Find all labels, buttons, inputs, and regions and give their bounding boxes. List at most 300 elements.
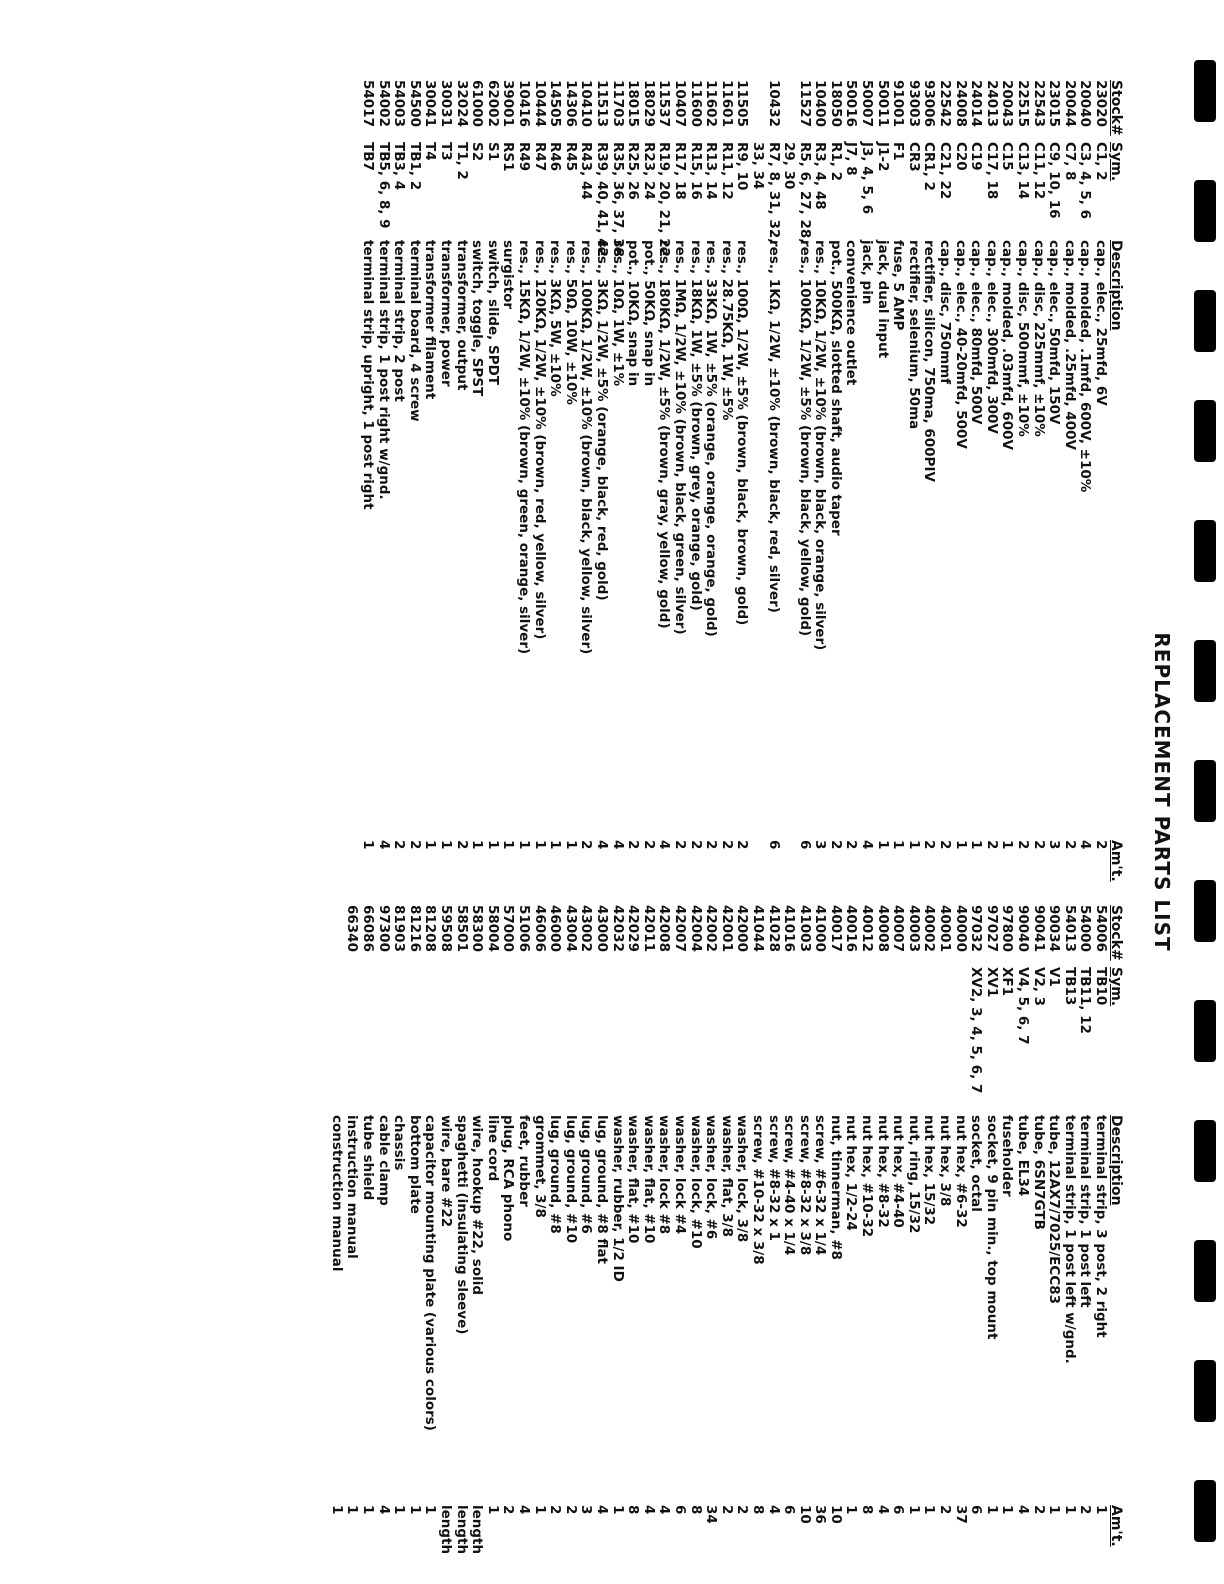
table-row (469, 80, 485, 900)
stock-cell: 42007 (671, 905, 688, 952)
stock-cell: 42000 (734, 905, 751, 952)
amount-cell: 34 (703, 1505, 720, 1524)
description-cell: rectifier, silicon, 750ma, 600PIV (921, 240, 938, 482)
amount-cell: 1 (531, 1505, 548, 1515)
left-parts-table (360, 80, 1125, 900)
sym-cell: R17, 18 (671, 142, 688, 200)
amount-cell: 1 (905, 840, 922, 850)
amount-cell: 4 (516, 1505, 533, 1515)
description-cell: nut, ring, 15/32 (905, 1115, 922, 1234)
sym-cell: S2 (469, 142, 486, 162)
stock-cell: 40016 (843, 905, 860, 952)
sym-cell: R9, 10 (734, 142, 751, 191)
table-row (484, 905, 500, 1555)
header-sym: Sym. (1108, 967, 1124, 1007)
amount-cell: 1 (484, 1505, 501, 1515)
stock-cell: 23020 (1093, 80, 1109, 127)
amount-cell: 10 (796, 1505, 813, 1524)
amount-cell: 2 (625, 840, 642, 850)
table-row (952, 905, 968, 1555)
stock-cell: 40007 (890, 905, 907, 952)
table-row (625, 80, 641, 900)
amount-cell: 1 (1046, 1505, 1063, 1515)
description-cell: fuseholder (999, 1115, 1016, 1197)
stock-cell: 97800 (999, 905, 1016, 952)
description-cell: bottom plate (406, 1115, 423, 1214)
amount-cell: 3 (1046, 840, 1063, 850)
amount-cell: 2 (391, 840, 408, 850)
stock-cell: 14306 (562, 80, 579, 127)
amount-cell: 2 (718, 840, 735, 850)
stock-cell: 40000 (952, 905, 969, 952)
description-cell: res., 18KΩ, 1W, ±5% (brown, grey, orange, gold) (687, 240, 704, 611)
table-row (952, 80, 968, 900)
description-cell: capacitor mounting plate (various colors) (422, 1115, 439, 1431)
amount-cell: 8 (687, 1505, 704, 1515)
table-row (921, 905, 937, 1555)
stock-cell: 14505 (547, 80, 564, 127)
binder-mark (1194, 520, 1216, 582)
sym-cell: R3, 4, 48 (812, 142, 829, 210)
amount-cell: 2 (547, 1505, 564, 1515)
stock-cell: 81216 (406, 905, 423, 952)
header-sym: Sym. (1108, 142, 1124, 182)
table-header-row (1108, 905, 1124, 1555)
amount-cell: 2 (937, 1505, 954, 1515)
stock-cell: 90041 (1030, 905, 1047, 952)
table-row (422, 80, 438, 900)
description-cell: nut, tinnerman, #8 (827, 1115, 844, 1260)
description-cell: nut hex, 3/8 (937, 1115, 954, 1207)
amount-cell: 4 (1015, 1505, 1032, 1515)
stock-cell: 22542 (937, 80, 954, 127)
amount-cell: 1 (422, 1505, 439, 1515)
table-row (983, 80, 999, 900)
description-cell: construction manual (328, 1115, 345, 1272)
stock-cell: 43004 (562, 905, 579, 952)
sym-cell: R39, 40, 41, 42 (594, 142, 610, 258)
binder-mark (1194, 400, 1216, 462)
header-description: Description (1108, 240, 1124, 331)
amount-cell: 4 (594, 840, 610, 850)
amount-cell: 10 (827, 1505, 844, 1524)
stock-cell: 42032 (609, 905, 626, 952)
sym-cell: R7, 8, 31, 32, (765, 142, 782, 244)
stock-cell: 11703 (609, 80, 626, 127)
description-cell: cap., disc, 750mmf (937, 240, 954, 385)
description-cell: washer, flat, #10 (625, 1115, 642, 1244)
stock-cell: 24008 (952, 80, 969, 127)
sym-cell: T3 (438, 142, 455, 161)
stock-cell: 50016 (843, 80, 860, 127)
sym-cell: TB3, 4 (391, 142, 408, 191)
amount-cell: 37 (952, 1505, 969, 1524)
table-row (874, 905, 890, 1555)
description-cell: spaghetti (insulating sleeve) (453, 1115, 470, 1335)
sym-cell: R49 (516, 142, 533, 172)
description-cell: res., 120KΩ, 1/2W, ±10% (brown, red, yellow, silver) (531, 240, 548, 640)
amount-cell: 1 (1093, 1505, 1109, 1515)
description-cell: screw, #8-32 x 3/8 (796, 1115, 813, 1256)
amount-cell: 6 (796, 840, 813, 850)
table-row (703, 80, 719, 900)
amount-cell: length (438, 1505, 455, 1555)
description-cell: nut hex, #6-32 (952, 1115, 969, 1228)
description-cell: lug, ground, #8 (547, 1115, 564, 1234)
sym-cell: R1, 2 (827, 142, 844, 182)
amount-cell: 1 (1061, 1505, 1078, 1515)
amount-cell: 1 (874, 840, 891, 850)
sym-cell: TB11, 12 (1077, 967, 1094, 1034)
sym-cell: V1 (1046, 967, 1063, 987)
description-cell: cap., elec., 50mfd, 150V (1046, 240, 1063, 425)
sym-cell: R15, 16 (687, 142, 704, 200)
description-cell: res., 3KΩ, 5W, ±10% (547, 240, 564, 397)
stock-cell: 50007 (859, 80, 876, 127)
stock-cell: 46006 (531, 905, 548, 952)
amount-cell: 6 (671, 1505, 688, 1515)
stock-cell: 41016 (781, 905, 798, 952)
description-cell: transformer filament (422, 240, 439, 400)
binder-mark (1194, 1240, 1216, 1302)
amount-cell: 1 (562, 840, 579, 850)
sym-cell: C11, 12 (1030, 142, 1047, 200)
description-cell: res., 50Ω, 10W, ±10% (562, 240, 579, 405)
sym-cell: CR3 (905, 142, 922, 172)
stock-cell: 54002 (375, 80, 392, 127)
table-row (500, 905, 516, 1555)
description-cell: washer, lock #4 (671, 1115, 688, 1235)
binder-mark (1194, 180, 1216, 242)
stock-cell: 58501 (453, 905, 470, 952)
description-cell: res., 10Ω, 1W, ±1% (609, 240, 626, 387)
stock-cell: 18029 (640, 80, 657, 127)
amount-cell: 2 (718, 1505, 735, 1515)
description-cell: cap., elec., 80mfd, 500V (968, 240, 985, 425)
amount-cell: 1 (905, 1505, 922, 1515)
description-cell: res., 100Ω, 1/2W, ±5% (brown, black, brown, gold) (734, 240, 751, 626)
description-cell: pot., 10KΩ, snap in (625, 240, 642, 387)
table-row (1014, 905, 1030, 1555)
amount-cell: 3 (578, 1505, 595, 1515)
description-cell: washer, lock, #6 (703, 1115, 720, 1240)
stock-cell: 42002 (703, 905, 720, 952)
table-row (812, 80, 828, 900)
description-cell: socket, octal (968, 1115, 985, 1212)
sym-cell: TB5, 6, 8, 9 (375, 142, 392, 229)
table-row (703, 905, 719, 1555)
stock-cell: 91001 (890, 80, 907, 127)
amount-cell: 4 (640, 1505, 657, 1515)
table-row (671, 905, 687, 1555)
description-cell: tube shield (360, 1115, 377, 1201)
table-row (437, 905, 453, 1555)
amount-cell: 2 (1030, 1505, 1047, 1515)
stock-cell: 40003 (905, 905, 922, 952)
table-row (515, 905, 531, 1555)
sym-cell: TB7 (360, 142, 377, 171)
sym-cell: XV1 (983, 967, 1000, 998)
sym-cell: R13, 14 (703, 142, 720, 200)
amount-cell: length (453, 1505, 470, 1555)
description-cell: terminal strip, 1 post left (1077, 1115, 1094, 1308)
description-cell: cap., molded, .1mfd, 600V, ±10% (1077, 240, 1094, 493)
stock-cell: 62002 (484, 80, 501, 127)
sym-cell: RS1 (500, 142, 517, 172)
sym-cell: XF1 (999, 967, 1016, 997)
amount-cell: 2 (562, 1505, 579, 1515)
description-cell: jack, dual input (874, 240, 891, 359)
amount-cell: 6 (890, 1505, 907, 1515)
amount-cell: 1 (921, 1505, 938, 1515)
amount-cell: 1 (344, 1505, 361, 1515)
amount-cell: 1 (952, 840, 969, 850)
table-row (547, 80, 563, 900)
table-row (781, 80, 797, 900)
sym-cell: J1-2 (874, 142, 891, 172)
sym-cell: CR1, 2 (921, 142, 938, 191)
table-row (718, 905, 734, 1555)
header-description: Description (1108, 1115, 1124, 1206)
amount-cell: 6 (781, 1505, 798, 1515)
table-row (360, 80, 376, 900)
description-cell: res., 15KΩ, 1/2W, ±10% (brown, green, orange, silver) (516, 240, 533, 655)
sym-cell: V2, 3 (1030, 967, 1047, 1007)
table-row (406, 80, 422, 900)
sym-cell: R43, 44 (578, 142, 595, 200)
sym-cell: R45 (562, 142, 579, 172)
table-row (406, 905, 422, 1555)
sym-cell: C3, 4, 5, 6 (1077, 142, 1094, 219)
amount-cell: 36 (812, 1505, 829, 1524)
sym-cell: C7, 8 (1061, 142, 1078, 181)
description-cell: plug, RCA phono (500, 1115, 517, 1242)
amount-cell: 4 (594, 1505, 610, 1515)
table-row (968, 80, 984, 900)
description-cell: tube, 6SN7GTB (1030, 1115, 1047, 1230)
description-cell: cable clamp (375, 1115, 392, 1206)
table-row (656, 80, 672, 900)
stock-cell: 11527 (796, 80, 813, 127)
stock-cell: 32024 (453, 80, 470, 127)
stock-cell: 30041 (422, 80, 439, 127)
table-row (874, 80, 890, 900)
binder-mark (1194, 760, 1216, 822)
binder-mark (1194, 1360, 1216, 1422)
table-row (1014, 80, 1030, 900)
amount-cell: 2 (640, 840, 657, 850)
amount-cell: 2 (1061, 840, 1078, 850)
stock-cell: 97032 (968, 905, 985, 952)
description-cell: screw, #6-32 x 1/4 (812, 1115, 829, 1256)
description-cell: res., 10KΩ, 1/2W, ±10% (brown, black, orange, silver) (812, 240, 829, 651)
table-row (796, 80, 812, 900)
stock-cell: 30031 (438, 80, 455, 127)
description-cell: chassis (391, 1115, 408, 1171)
description-cell: switch, slide, SPDT (484, 240, 501, 385)
description-cell: socket, 9 pin min., top mount (983, 1115, 1000, 1340)
table-row (1077, 905, 1093, 1555)
sym-cell: C21, 22 (937, 142, 954, 200)
table-row (578, 905, 594, 1555)
stock-cell: 10410 (578, 80, 595, 127)
table-row (391, 80, 407, 900)
table-row (1061, 80, 1077, 900)
sym-cell: T4 (422, 142, 439, 161)
amount-cell: length (469, 1505, 486, 1555)
amount-cell: 2 (734, 1505, 751, 1515)
description-cell: jack, pin (859, 240, 876, 305)
table-row (781, 905, 797, 1555)
amount-cell: 2 (1093, 840, 1109, 850)
table-row (812, 905, 828, 1555)
table-row (437, 80, 453, 900)
description-cell: res., 1MΩ, 1/2W, ±10% (brown, black, green, silver) (671, 240, 688, 635)
table-row (734, 905, 750, 1555)
stock-cell: 42011 (640, 905, 657, 952)
amount-cell: 4 (874, 1505, 891, 1515)
amount-cell: 4 (859, 840, 876, 850)
table-row (562, 905, 578, 1555)
description-cell: screw, #10-32 x 3/8 (749, 1115, 766, 1265)
binder-mark (1194, 880, 1216, 942)
stock-cell: 57000 (500, 905, 517, 952)
table-row (344, 905, 360, 1555)
header-stock: Stock# (1108, 80, 1124, 136)
table-row (734, 80, 750, 900)
right-rows (328, 905, 1108, 1555)
table-row (859, 80, 875, 900)
stock-cell: 22515 (1015, 80, 1032, 127)
description-cell: grommet, 3/8 (531, 1115, 548, 1218)
amount-cell: 2 (1015, 840, 1032, 850)
table-row (1030, 80, 1046, 900)
amount-cell: 1 (500, 840, 517, 850)
binder-mark (1194, 640, 1216, 702)
table-row (936, 905, 952, 1555)
amount-cell: 1 (609, 1505, 626, 1515)
description-cell: screw, #4-40 x 1/4 (781, 1115, 798, 1256)
description-cell: surgistor (500, 240, 517, 310)
stock-cell: 54003 (391, 80, 408, 127)
sym-cell: C13, 14 (1015, 142, 1032, 200)
stock-cell: 18015 (625, 80, 642, 127)
description-cell: washer, lock, 3/8 (734, 1115, 751, 1243)
amount-cell: 6 (765, 840, 782, 850)
table-row (1061, 905, 1077, 1555)
stock-cell: 11505 (734, 80, 751, 127)
sym-cell: TB1, 2 (406, 142, 423, 191)
amount-cell: 1 (484, 840, 501, 850)
amount-cell: 2 (827, 840, 844, 850)
stock-cell: 61000 (469, 80, 486, 127)
table-row (609, 80, 625, 900)
table-row (515, 80, 531, 900)
sym-cell: R47 (531, 142, 548, 172)
sym-cell: F1 (890, 142, 907, 161)
amount-cell: 1 (328, 1505, 345, 1515)
description-cell: cap., elec., 40-20mfd, 500V (952, 240, 969, 449)
table-row (749, 905, 765, 1555)
stock-cell: 58004 (484, 905, 501, 952)
amount-cell: 1 (406, 1505, 423, 1515)
description-cell: lug, ground, #6 (578, 1115, 595, 1234)
table-row (921, 80, 937, 900)
description-cell: switch, toggle, SPST (469, 240, 486, 397)
description-cell: wire, hookup #22, solid (469, 1115, 486, 1296)
description-cell: terminal strip, 1 post left w/gnd. (1061, 1115, 1078, 1364)
amount-cell: 1 (890, 840, 907, 850)
binder-mark (1194, 1000, 1216, 1062)
sym-cell: R19, 20, 21, 22 (656, 142, 673, 258)
stock-cell: 40001 (937, 905, 954, 952)
amount-cell: 2 (671, 840, 688, 850)
sym-cell: S1 (484, 142, 501, 162)
sym-cell: C15 (999, 142, 1016, 171)
sym-cell: 29, 30 (781, 142, 798, 190)
description-cell: transformer, output (453, 240, 470, 391)
stock-cell: 10416 (516, 80, 533, 127)
table-row (593, 905, 609, 1555)
description-cell: rectifier, selenium, 50ma (905, 240, 922, 430)
description-cell: terminal strip, 1 post right w/gnd. (375, 240, 392, 500)
amount-cell: 2 (687, 840, 704, 850)
table-row (1046, 905, 1062, 1555)
description-cell: convenience outlet (843, 240, 860, 386)
table-row (843, 905, 859, 1555)
stock-cell: 90040 (1015, 905, 1032, 952)
description-cell: washer, flat, #10 (640, 1115, 657, 1244)
table-row (1030, 905, 1046, 1555)
stock-cell: 10444 (531, 80, 548, 127)
table-row (562, 80, 578, 900)
table-row (1092, 80, 1108, 900)
table-row (890, 80, 906, 900)
description-cell: terminal strip, 3 post, 2 right (1093, 1115, 1109, 1338)
stock-cell: 40012 (859, 905, 876, 952)
amount-cell: 8 (749, 1505, 766, 1515)
description-cell: res., 33KΩ, 1W, ±5% (orange, orange, orange, gold) (703, 240, 720, 637)
amount-cell: 1 (516, 840, 533, 850)
table-row (391, 905, 407, 1555)
stock-cell: 20044 (1061, 80, 1078, 127)
description-cell: feet, rubber (516, 1115, 533, 1207)
stock-cell: 54017 (360, 80, 377, 127)
sym-cell: R11, 12 (718, 142, 735, 200)
stock-cell: 54013 (1061, 905, 1078, 952)
sym-cell: C20 (952, 142, 969, 171)
table-row (859, 905, 875, 1555)
page-title: REPLACEMENT PARTS LIST (1150, 632, 1174, 952)
stock-cell: 93003 (905, 80, 922, 127)
table-row (640, 905, 656, 1555)
amount-cell: 1 (360, 840, 377, 850)
table-row (1092, 905, 1108, 1555)
table-row (531, 80, 547, 900)
amount-cell: 2 (406, 840, 423, 850)
table-row (422, 905, 438, 1555)
sym-cell: R25, 26 (625, 142, 642, 200)
binder-mark (1194, 1480, 1216, 1542)
stock-cell: 42001 (718, 905, 735, 952)
sym-cell: R5, 6, 27, 28, (796, 142, 813, 244)
amount-cell: 8 (859, 1505, 876, 1515)
description-cell: res., 28.75KΩ, 1W, ±5% (718, 240, 735, 421)
sym-cell: C17, 18 (983, 142, 1000, 200)
stock-cell: 43002 (578, 905, 595, 952)
table-row (328, 905, 344, 1555)
amount-cell: 6 (968, 1505, 985, 1515)
